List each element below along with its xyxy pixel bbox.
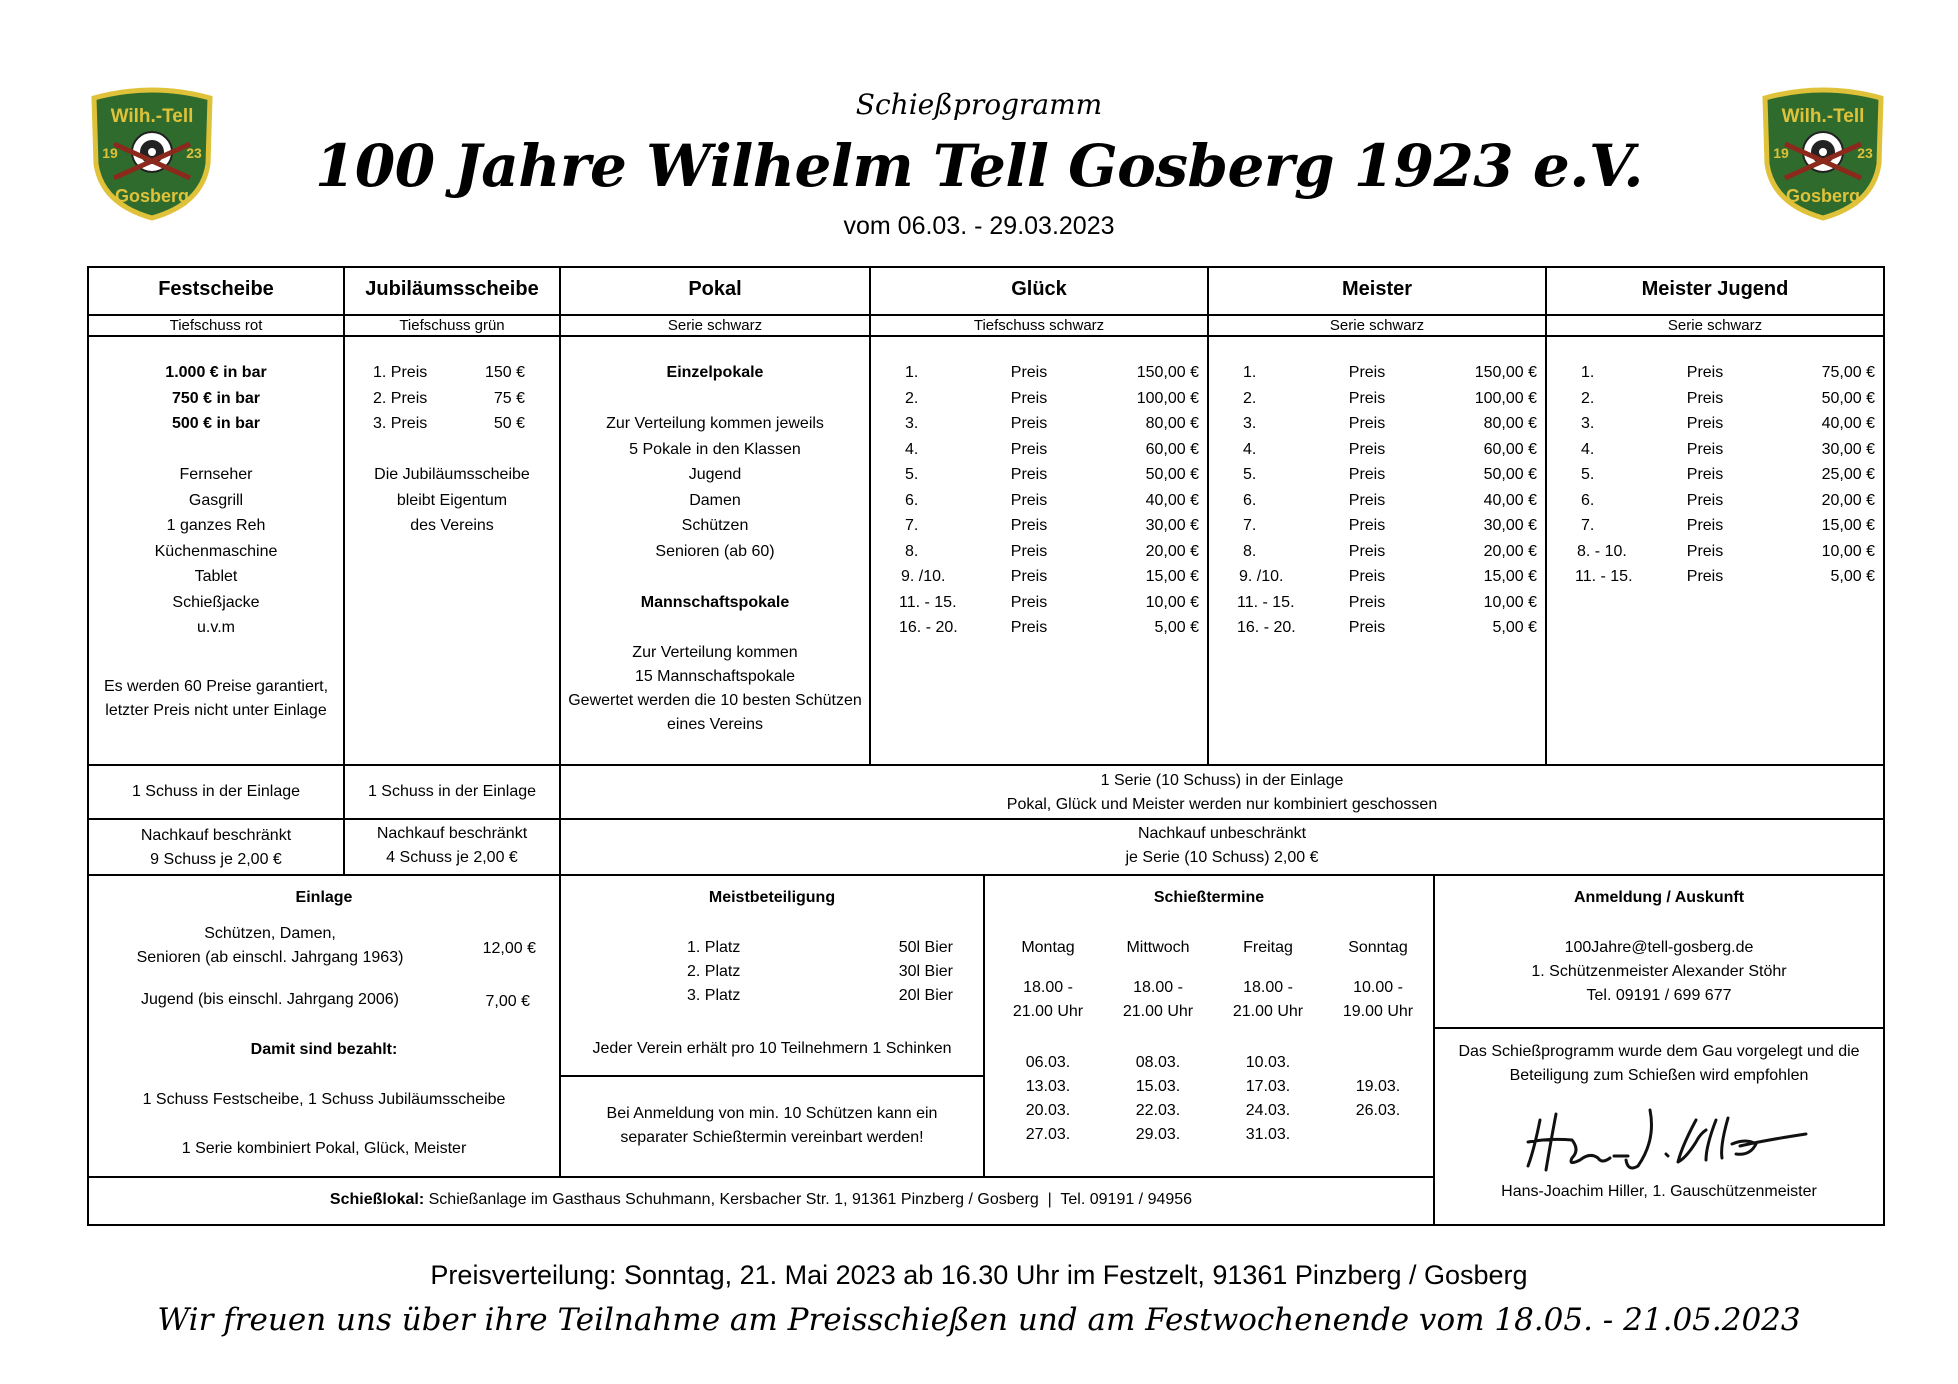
prize-amount: 5,00 € xyxy=(1830,568,1875,585)
prize-amount: 40,00 € xyxy=(1483,491,1537,509)
jub-place: 3. Preis xyxy=(373,415,428,432)
termin-date: 24.03. xyxy=(1245,1102,1291,1119)
termin-date: 29.03. xyxy=(1135,1126,1181,1143)
termin-time: 18.00 - xyxy=(1133,979,1183,996)
prize-place: 3. xyxy=(1243,415,1257,432)
table-row xyxy=(871,539,1207,565)
einlage-price-2: 7,00 € xyxy=(485,993,530,1010)
table-row xyxy=(561,936,983,960)
schiesslokal-label: Schießlokal: xyxy=(329,1191,425,1208)
grid-line xyxy=(87,1176,1435,1178)
column-subtitle-jubilaeum: Tiefschuss grün xyxy=(399,317,505,334)
prize-place: 1. xyxy=(1243,364,1257,381)
prize-place: 9. /10. xyxy=(1239,568,1284,585)
pokal-class: Damen xyxy=(689,491,741,509)
prize-amount: 50,00 € xyxy=(1483,466,1537,483)
schiesstermine-title: Schießtermine xyxy=(1153,889,1265,906)
prize-item: Gasgrill xyxy=(188,491,244,509)
prize-label: Preis xyxy=(1010,593,1048,611)
grid-line xyxy=(87,1224,1885,1226)
prize-place: 2. xyxy=(1243,389,1257,407)
prize-place: 1. xyxy=(905,364,919,381)
nachkauf-line: 9 Schuss je 2,00 € xyxy=(150,851,282,868)
grid-line xyxy=(87,266,1885,268)
table-row xyxy=(871,437,1207,463)
prize-label: Preis xyxy=(1686,364,1724,381)
gau-note xyxy=(1435,1040,1883,1088)
prize-label: Preis xyxy=(1348,440,1386,458)
table-row xyxy=(1209,513,1545,539)
meistbeteiligung-list xyxy=(561,936,983,1008)
table-row xyxy=(1547,539,1883,565)
table-row xyxy=(871,615,1207,641)
pokal-heading: Mannschaftspokale xyxy=(640,593,790,611)
prize-amount: 40,00 € xyxy=(1145,491,1199,509)
prize-label: Preis xyxy=(1686,517,1724,534)
prize-amount: 30,00 € xyxy=(1821,440,1875,458)
prize-place: 2. xyxy=(1581,389,1595,407)
date-range: vom 06.03. - 29.03.2023 xyxy=(843,212,1115,240)
prize-place: 6. xyxy=(905,491,919,509)
column-subtitle-glueck: Tiefschuss schwarz xyxy=(973,317,1105,334)
pokal-text: 15 Mannschaftspokale xyxy=(634,667,796,685)
prize-amount: 10,00 € xyxy=(1145,593,1199,611)
termin-date: 10.03. xyxy=(1245,1054,1291,1071)
meistbeteiligung-note: Jeder Verein erhält pro 10 Teilnehmern 1 Schinken xyxy=(592,1040,952,1057)
prize-amount: 75,00 € xyxy=(1821,364,1875,381)
termin-date: 15.03. xyxy=(1135,1078,1181,1095)
prize-amount: 20,00 € xyxy=(1821,491,1875,509)
prize-label: Preis xyxy=(1686,491,1724,509)
termin-time: 10.00 - xyxy=(1353,979,1403,996)
nachkauf-rest xyxy=(561,822,1883,870)
termin-time: 18.00 - xyxy=(1023,979,1073,996)
table-row xyxy=(1209,386,1545,412)
termin-column xyxy=(1103,936,1213,1147)
logo-text-top: Wilh.-Tell xyxy=(110,106,194,127)
prize-place: 16. - 20. xyxy=(1237,619,1296,636)
table-row xyxy=(1547,462,1883,488)
prize-item: Küchenmaschine xyxy=(154,542,278,560)
table-row xyxy=(561,960,983,984)
prize-label: Preis xyxy=(1010,440,1048,458)
prize-amount: 50,00 € xyxy=(1821,389,1875,407)
page-title: 100 Jahre Wilhelm Tell Gosberg 1923 e.V. xyxy=(314,132,1644,200)
prize-place: 7. xyxy=(905,517,919,534)
prize-label: Preis xyxy=(1010,389,1048,407)
prize-item: 1 ganzes Reh xyxy=(166,517,266,534)
club-logo-left xyxy=(84,86,220,222)
cash-prize: 1.000 € in bar xyxy=(165,364,267,381)
table-row xyxy=(1209,590,1545,616)
prize-amount: 80,00 € xyxy=(1483,415,1537,432)
prize-amount: 10,00 € xyxy=(1483,593,1537,611)
einlage-price-1: 12,00 € xyxy=(482,940,536,957)
pokal-content xyxy=(561,360,869,737)
gau-note-line: Beteiligung zum Schießen wird empfohlen xyxy=(1509,1067,1809,1084)
prize-place: 11. - 15. xyxy=(1575,568,1633,585)
prize-place: 1. xyxy=(1581,364,1595,381)
prize-amount: 80,00 € xyxy=(1145,415,1199,432)
prize-place: 4. xyxy=(1243,440,1257,458)
column-title-meister-jugend: Meister Jugend xyxy=(1641,278,1789,300)
prize-label: Preis xyxy=(1686,568,1724,585)
festscheibe-note: letzter Preis nicht unter Einlage xyxy=(105,701,327,719)
column-title-pokal: Pokal xyxy=(688,278,742,300)
prize-label: Preis xyxy=(1348,389,1386,407)
prize-place: 7. xyxy=(1581,517,1595,534)
prize-label: Preis xyxy=(1010,517,1048,534)
termin-date: 20.03. xyxy=(1025,1102,1071,1119)
termin-time: 18.00 - xyxy=(1243,979,1293,996)
paid-line-1: 1 Schuss Festscheibe, 1 Schuss Jubiläumsscheibe xyxy=(142,1091,506,1108)
jub-amount: 50 € xyxy=(493,415,525,432)
prize-amount: 10,00 € xyxy=(1821,542,1875,560)
termin-date xyxy=(1323,1051,1433,1075)
grid-line xyxy=(87,764,1885,766)
jub-note: Die Jubiläumsscheibe xyxy=(374,466,530,483)
paid-line-2: 1 Serie kombiniert Pokal, Glück, Meister xyxy=(181,1140,467,1157)
schiesslokal-text: Schießanlage im Gasthaus Schuhmann, Kersbacher Str. 1, 91361 Pinzberg / Gosberg | Tel. 09191 / 94956 xyxy=(428,1191,1193,1208)
pokal-heading: Einzelpokale xyxy=(666,364,764,381)
table-row xyxy=(871,513,1207,539)
logo-text-top: Wilh.-Tell xyxy=(1781,106,1865,127)
einlage-serie xyxy=(561,769,1883,817)
meistbeteiligung-extra xyxy=(561,1102,983,1150)
prize-label: Preis xyxy=(1348,568,1386,585)
table-row xyxy=(1547,386,1883,412)
table-row xyxy=(1547,437,1883,463)
nachkauf-line: Nachkauf unbeschränkt xyxy=(1137,825,1307,842)
termin-time: 21.00 Uhr xyxy=(1232,1003,1304,1020)
prize-label: Preis xyxy=(1348,593,1386,611)
prize-label: Preis xyxy=(1010,491,1048,509)
einlage-title: Einlage xyxy=(295,889,353,906)
prize-place: 8. - 10. xyxy=(1577,542,1627,560)
grid-line xyxy=(983,874,985,1176)
prize-label: Preis xyxy=(1348,466,1386,483)
prize-label: Preis xyxy=(1010,415,1048,432)
prize-amount: 20,00 € xyxy=(1483,542,1537,560)
nachkauf-line: Nachkauf beschränkt xyxy=(376,825,528,842)
prize-amount: 15,00 € xyxy=(1821,517,1875,534)
column-title-glueck: Glück xyxy=(1011,278,1067,300)
column-subtitle-pokal: Serie schwarz xyxy=(667,317,763,334)
prize-place: 11. - 15. xyxy=(899,593,957,611)
table-row xyxy=(1547,488,1883,514)
pokal-text: Zur Verteilung kommen jeweils xyxy=(606,415,824,432)
table-row xyxy=(561,984,983,1008)
pokal-text: 5 Pokale in den Klassen xyxy=(629,440,801,458)
column-title-meister: Meister xyxy=(1341,278,1413,300)
mb-place: 2. Platz xyxy=(687,963,741,980)
prize-label: Preis xyxy=(1010,466,1048,483)
jub-place: 2. Preis xyxy=(373,389,428,407)
preisverteilung: Preisverteilung: Sonntag, 21. Mai 2023 ab 16.30 Uhr im Festzelt, 91361 Pinzberg / Gosberg xyxy=(430,1260,1528,1290)
logo-year-left: 19 xyxy=(102,145,118,161)
einlage-group-line: Senioren (ab einschl. Jahrgang 1963) xyxy=(136,949,404,966)
table-row xyxy=(871,488,1207,514)
prize-place: 9. /10. xyxy=(901,568,946,585)
table-row xyxy=(1209,539,1545,565)
nachkauf-line: Nachkauf beschränkt xyxy=(140,827,292,844)
cash-prize: 750 € in bar xyxy=(171,389,261,407)
prize-amount: 15,00 € xyxy=(1145,568,1199,585)
grid-line xyxy=(1883,266,1885,1226)
logo-year-right: 23 xyxy=(1857,145,1873,161)
pokal-text: eines Vereins xyxy=(666,715,764,733)
prize-label: Preis xyxy=(1348,542,1386,560)
festscheibe-content xyxy=(89,360,343,723)
termin-column xyxy=(1213,936,1323,1147)
pokal-class: Jugend xyxy=(688,466,742,483)
table-row xyxy=(345,360,559,386)
grid-line xyxy=(87,874,1885,876)
contact-person: 1. Schützenmeister Alexander Stöhr xyxy=(1531,963,1787,980)
prize-place: 4. xyxy=(1581,440,1595,458)
einlage-fest: 1 Schuss in der Einlage xyxy=(131,783,301,800)
prize-item: Schießjacke xyxy=(172,593,260,611)
logo-year-left: 19 xyxy=(1773,145,1789,161)
prize-place: 7. xyxy=(1243,517,1257,534)
prize-amount: 5,00 € xyxy=(1154,619,1199,636)
table-row xyxy=(1547,360,1883,386)
pokal-text: Gewertet werden die 10 besten Schützen xyxy=(568,691,862,709)
pokal-text: Zur Verteilung kommen xyxy=(632,643,798,661)
prize-place: 6. xyxy=(1243,491,1257,509)
termin-column xyxy=(1323,936,1433,1123)
gau-note-line: Das Schießprogramm wurde dem Gau vorgelegt und die xyxy=(1458,1043,1860,1060)
prize-amount: 100,00 € xyxy=(1136,389,1199,407)
einlage-group-line: Schützen, Damen, xyxy=(204,925,336,942)
column-subtitle-meister-jugend: Serie schwarz xyxy=(1667,317,1763,334)
table-row xyxy=(871,411,1207,437)
prize-amount: 15,00 € xyxy=(1483,568,1537,585)
prize-amount: 150,00 € xyxy=(1136,364,1199,381)
jub-place: 1. Preis xyxy=(373,364,428,381)
table-row xyxy=(1209,564,1545,590)
table-row xyxy=(345,386,559,412)
anmeldung-title: Anmeldung / Auskunft xyxy=(1573,889,1745,906)
prize-place: 4. xyxy=(905,440,919,458)
prize-label: Preis xyxy=(1010,542,1048,560)
prize-label: Preis xyxy=(1348,415,1386,432)
column-subtitle-festscheibe: Tiefschuss rot xyxy=(169,317,263,334)
mb-extra-line: separater Schießtermin vereinbart werden! xyxy=(620,1129,924,1146)
logo-text-bottom: Gosberg xyxy=(114,186,190,206)
prize-amount: 40,00 € xyxy=(1821,415,1875,432)
logo-year-right: 23 xyxy=(186,145,202,161)
meister-prize-list xyxy=(1209,360,1545,641)
subtitle: Schießprogramm xyxy=(855,88,1103,121)
termin-time: 21.00 Uhr xyxy=(1012,1003,1084,1020)
prize-place: 6. xyxy=(1581,491,1595,509)
termin-column xyxy=(993,936,1103,1147)
column-subtitle-meister: Serie schwarz xyxy=(1329,317,1425,334)
mb-place: 1. Platz xyxy=(687,939,741,956)
prize-place: 3. xyxy=(905,415,919,432)
pokal-class: Senioren (ab 60) xyxy=(655,542,775,560)
prize-amount: 50,00 € xyxy=(1145,466,1199,483)
contact-email[interactable]: 100Jahre@tell-gosberg.de xyxy=(1564,939,1754,956)
jub-amount: 150 € xyxy=(484,364,525,381)
grid-line xyxy=(87,818,1885,820)
prize-amount: 30,00 € xyxy=(1145,517,1199,534)
column-title-festscheibe: Festscheibe xyxy=(158,278,274,300)
termin-date: 22.03. xyxy=(1135,1102,1181,1119)
mb-place: 3. Platz xyxy=(687,987,741,1004)
closing-line: Wir freuen uns über ihre Teilnahme am Preisschießen und am Festwochenende vom 18.05. - 21.05.2023 xyxy=(157,1302,1801,1338)
termin-date: 13.03. xyxy=(1025,1078,1071,1095)
prize-label: Preis xyxy=(1348,619,1386,636)
table-row xyxy=(1209,462,1545,488)
prize-amount: 60,00 € xyxy=(1145,440,1199,458)
signature xyxy=(1510,1100,1810,1180)
prize-place: 5. xyxy=(1581,466,1595,483)
prize-amount: 5,00 € xyxy=(1492,619,1537,636)
table-row xyxy=(1209,437,1545,463)
termin-date: 27.03. xyxy=(1025,1126,1071,1143)
einlage-jub: 1 Schuss in der Einlage xyxy=(367,783,537,800)
contact-phone: Tel. 09191 / 699 677 xyxy=(1586,987,1732,1004)
prize-label: Preis xyxy=(1348,517,1386,534)
mb-prize: 20l Bier xyxy=(898,987,953,1004)
prize-item: u.v.m xyxy=(197,619,235,636)
prize-amount: 30,00 € xyxy=(1483,517,1537,534)
prize-amount: 100,00 € xyxy=(1474,389,1537,407)
glueck-prize-list xyxy=(871,360,1207,641)
table-row xyxy=(871,564,1207,590)
prize-amount: 150,00 € xyxy=(1474,364,1537,381)
table-row xyxy=(871,462,1207,488)
termin-day: Sonntag xyxy=(1348,939,1408,956)
table-row xyxy=(345,411,559,437)
prize-place: 3. xyxy=(1581,415,1595,432)
termin-day: Mittwoch xyxy=(1126,939,1190,956)
festscheibe-note: Es werden 60 Preise garantiert, xyxy=(103,677,329,695)
table-row xyxy=(1209,411,1545,437)
column-title-jubilaeum: Jubiläumsscheibe xyxy=(365,278,539,300)
nachkauf-line: je Serie (10 Schuss) 2,00 € xyxy=(1125,849,1319,866)
prize-place: 11. - 15. xyxy=(1237,593,1295,611)
nachkauf-jub xyxy=(345,822,559,870)
table-row xyxy=(1209,360,1545,386)
signer: Hans-Joachim Hiller, 1. Gauschützenmeister xyxy=(1501,1183,1817,1200)
table-row xyxy=(1547,411,1883,437)
table-row xyxy=(1209,488,1545,514)
prize-label: Preis xyxy=(1686,415,1724,432)
prize-label: Preis xyxy=(1010,364,1048,381)
termin-date: 31.03. xyxy=(1245,1126,1291,1143)
termin-date: 06.03. xyxy=(1025,1054,1071,1071)
table-row xyxy=(871,386,1207,412)
termin-day: Freitag xyxy=(1243,939,1293,956)
einlage-group-1 xyxy=(110,922,430,970)
table-row xyxy=(1209,615,1545,641)
prize-label: Preis xyxy=(1348,364,1386,381)
prize-label: Preis xyxy=(1686,389,1724,407)
jub-note: des Vereins xyxy=(410,517,494,534)
prize-item: Tablet xyxy=(194,568,238,585)
prize-label: Preis xyxy=(1010,568,1048,585)
table-row xyxy=(1547,564,1883,590)
jubilaeum-content xyxy=(345,360,559,539)
termin-date: 19.03. xyxy=(1355,1078,1401,1095)
termin-day: Montag xyxy=(1021,939,1075,956)
cash-prize: 500 € in bar xyxy=(171,415,261,432)
paid-title: Damit sind bezahlt: xyxy=(250,1041,398,1058)
einlage-serie-line: 1 Serie (10 Schuss) in der Einlage xyxy=(1100,772,1344,789)
prize-label: Preis xyxy=(1686,440,1724,458)
schiesslokal xyxy=(89,1188,1433,1212)
logo-text-bottom: Gosberg xyxy=(1785,186,1861,206)
meistbeteiligung-title: Meistbeteiligung xyxy=(708,889,836,906)
jub-note: bleibt Eigentum xyxy=(396,491,508,509)
prize-place: 5. xyxy=(1243,466,1257,483)
einlage-serie-line: Pokal, Glück und Meister werden nur kombiniert geschossen xyxy=(1006,796,1438,813)
prize-label: Preis xyxy=(1686,542,1724,560)
termin-date: 26.03. xyxy=(1355,1102,1401,1119)
prize-place: 16. - 20. xyxy=(899,619,958,636)
nachkauf-line: 4 Schuss je 2,00 € xyxy=(386,849,518,866)
mb-prize: 50l Bier xyxy=(898,939,953,956)
prize-place: 2. xyxy=(905,389,919,407)
prize-item: Fernseher xyxy=(179,466,253,483)
prize-label: Preis xyxy=(1686,466,1724,483)
termin-time: 21.00 Uhr xyxy=(1122,1003,1194,1020)
anmeldung-contact xyxy=(1435,936,1883,1008)
prize-place: 8. xyxy=(1243,542,1257,560)
mb-extra-line: Bei Anmeldung von min. 10 Schützen kann ein xyxy=(606,1105,938,1122)
meister-jugend-prize-list xyxy=(1547,360,1883,590)
grid-line xyxy=(1435,1027,1885,1029)
prize-place: 8. xyxy=(905,542,919,560)
prize-place: 5. xyxy=(905,466,919,483)
table-row xyxy=(1547,513,1883,539)
prize-amount: 60,00 € xyxy=(1483,440,1537,458)
termin-time: 19.00 Uhr xyxy=(1342,1003,1414,1020)
termin-date: 08.03. xyxy=(1135,1054,1181,1071)
club-logo-right xyxy=(1755,86,1891,222)
grid-line xyxy=(559,1075,983,1077)
einlage-group-2: Jugend (bis einschl. Jahrgang 2006) xyxy=(141,991,399,1008)
prize-amount: 20,00 € xyxy=(1145,542,1199,560)
jub-amount: 75 € xyxy=(493,389,525,407)
prize-amount: 25,00 € xyxy=(1821,466,1875,483)
prize-label: Preis xyxy=(1348,491,1386,509)
nachkauf-fest xyxy=(89,824,343,872)
termin-date: 17.03. xyxy=(1245,1078,1291,1095)
table-row xyxy=(871,360,1207,386)
mb-prize: 30l Bier xyxy=(898,963,953,980)
table-row xyxy=(871,590,1207,616)
prize-label: Preis xyxy=(1010,619,1048,636)
pokal-class: Schützen xyxy=(681,517,749,534)
